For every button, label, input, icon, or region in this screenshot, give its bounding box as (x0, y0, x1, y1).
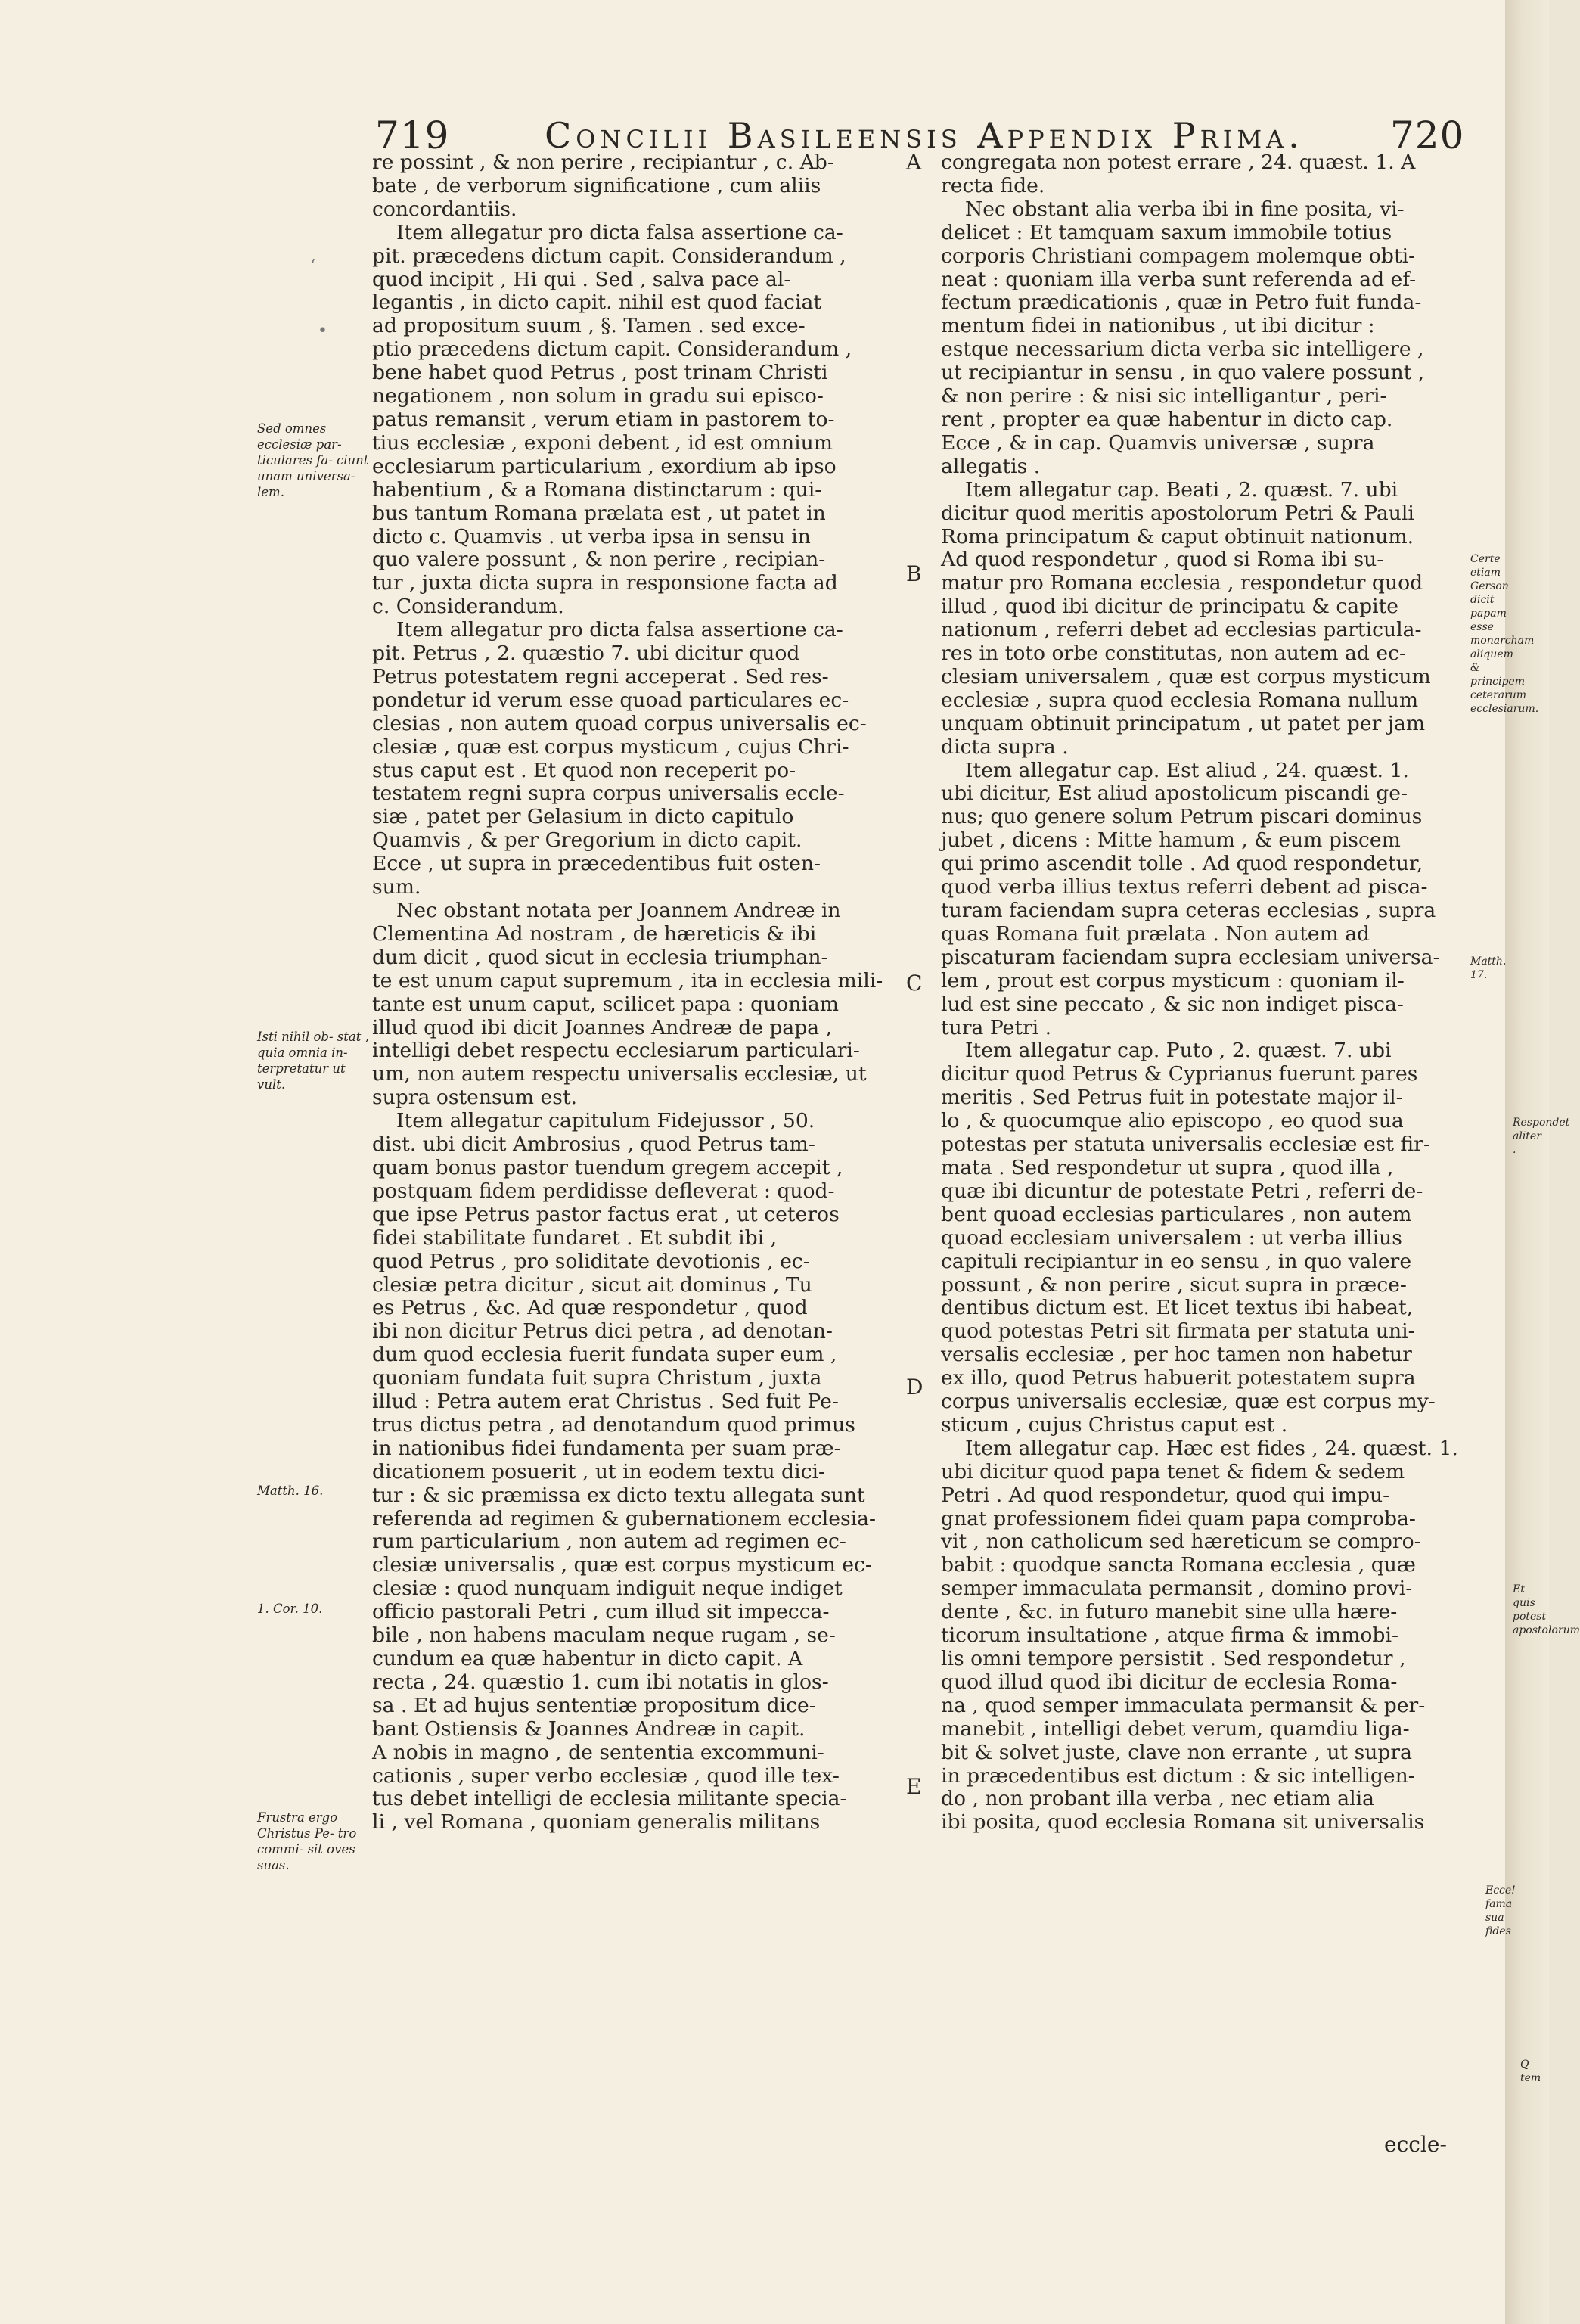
text-line: illud quod ibi dicit Joannes Andreæ de papa , (372, 1015, 833, 1039)
text-line: & non perire : & nisi sic intelligantur , peri- (941, 384, 1387, 409)
text-line: dicto c. Quamvis . ut verba ipsa in sensu in (372, 524, 811, 548)
text-line: fectum prædicationis , quæ in Petro fuit funda- (941, 290, 1422, 315)
text-line: delicet : Et tamquam saxum immobile totius (941, 220, 1392, 244)
text-line: quam bonus pastor tuendum gregem accepit , (372, 1155, 843, 1179)
text-line: piscaturam faciendam supra ecclesiam universa- (941, 945, 1440, 969)
text-line: Item allegatur cap. Hæc est fides , 24. quæst. 1. (965, 1436, 1458, 1460)
text-line: dum quod ecclesia fuerit fundata super eum , (372, 1343, 837, 1367)
text-line: Item allegatur pro dicta falsa assertione ca- (396, 220, 843, 244)
text-line: ubi dicitur, Est aliud apostolicum piscandi ge- (941, 781, 1408, 806)
marginal-mark: • (318, 322, 327, 340)
text-line: quoniam fundata fuit supra Christum , juxta (372, 1366, 822, 1390)
text-line: in nationibus fidei fundamenta per suam præ- (372, 1436, 841, 1460)
text-line: um, non autem respectu universalis ecclesiæ, ut (372, 1062, 867, 1086)
text-line: clesias , non autem quoad corpus universalis ec- (372, 711, 867, 735)
text-line: intelligi debet respectu ecclesiarum particulari- (372, 1039, 860, 1063)
text-line: mentum fidei in nationibus , ut ibi dicitur : (941, 314, 1375, 338)
text-line: pit. præcedens dictum capit. Considerandum , (372, 244, 846, 268)
text-line: ibi non dicitur Petrus dici petra , ad denotan- (372, 1319, 833, 1344)
text-line: rum particularium , non autem ad regimen ec- (372, 1530, 846, 1554)
text-line: A nobis in magno , de sententia excommuni- (372, 1740, 824, 1764)
text-line: babit : quodque sancta Romana ecclesia , quæ (941, 1553, 1416, 1577)
text-line: rent , propter ea quæ habentur in dicto cap. (941, 407, 1393, 431)
text-line: pit. Petrus , 2. quæstio 7. ubi dicitur quod (372, 642, 800, 666)
text-line: quod verba illius textus referri debent ad pisca- (941, 875, 1428, 899)
text-line: li , vel Romana , quoniam generalis militans (372, 1810, 821, 1835)
text-line: quæ ibi dicuntur de potestate Petri , referri de- (941, 1179, 1423, 1203)
text-line: tus debet intelligi de ecclesia militante specia- (372, 1787, 847, 1811)
text-line: lud est sine peccato , & sic non indiget pisca- (941, 992, 1404, 1016)
text-line: ad propositum suum , §. Tamen . sed exce- (372, 314, 806, 338)
text-line: dum dicit , quod sicut in ecclesia triumphan- (372, 945, 828, 969)
page-number-right: 720 (1390, 113, 1465, 157)
text-line: Petri . Ad quod respondetur, quod qui impu- (941, 1483, 1390, 1507)
text-line: lo , & quocumque alio episcopo , eo quod sua (941, 1109, 1404, 1133)
text-line: tur : & sic præmissa ex dicto textu allegata sunt (372, 1483, 865, 1507)
text-line: Item allegatur cap. Puto , 2. quæst. 7. ubi (965, 1039, 1392, 1063)
text-line: Nec obstant notata per Joannem Andreæ in (396, 899, 841, 922)
text-line: patus remansit , verum etiam in pastorem to- (372, 407, 835, 431)
text-line: ecclesiæ , supra quod ecclesia Romana nullum (941, 688, 1419, 712)
text-line: quo valere possunt , & non perire , recipian- (372, 548, 826, 572)
text-line: legantis , in dicto capit. nihil est quod faciat (372, 290, 822, 315)
text-line: dist. ubi dicit Ambrosius , quod Petrus tam- (372, 1132, 815, 1157)
text-line: recta , 24. quæstio 1. cum ibi notatis in glos- (372, 1670, 829, 1694)
text-line: Item allegatur pro dicta falsa assertione ca- (396, 618, 843, 642)
text-line: lem , prout est corpus mysticum : quoniam il- (941, 968, 1405, 993)
text-line: sa . Et ad hujus sententiæ propositum dice- (372, 1693, 816, 1717)
text-line: tura Petri . (941, 1015, 1052, 1039)
text-line: bene habet quod Petrus , post trinam Christi (372, 361, 828, 385)
text-line: quod potestas Petri sit firmata per statuta uni- (941, 1319, 1415, 1344)
text-line: nus; quo genere solum Petrum piscari dominus (941, 805, 1423, 829)
text-line: pondetur id verum esse quoad particulares ec- (372, 688, 849, 712)
text-line: unquam obtinuit principatum , ut patet per jam (941, 711, 1426, 735)
section-letter-b: B (906, 561, 922, 586)
text-line: es Petrus , &c. Ad quæ respondetur , quod (372, 1296, 808, 1320)
text-column-right (941, 151, 1469, 1835)
text-line: ibi posita, quod ecclesia Romana sit universalis (941, 1810, 1425, 1835)
text-line: congregata non potest errare , 24. quæst. 1. A (941, 151, 1416, 174)
text-line: ticorum insultatione , atque firma & immobi- (941, 1623, 1398, 1648)
text-line: trus dictus petra , ad denotandum quod primus (372, 1412, 855, 1437)
text-line: cationis , super verbo ecclesiæ , quod ille tex- (372, 1763, 840, 1788)
text-line: illud , quod ibi dicitur de principatu & capite (941, 595, 1399, 619)
text-line: recta fide. (941, 173, 1045, 197)
text-line: cundum ea quæ habentur in dicto capit. A (372, 1647, 803, 1670)
text-line: na , quod semper immaculata permansit & per- (941, 1693, 1426, 1717)
text-line: corpus universalis ecclesiæ, quæ est corpus my- (941, 1390, 1436, 1414)
text-line: sum. (372, 875, 421, 899)
page-gutter (1505, 0, 1580, 2324)
text-line: habentium , & a Romana distinctarum : qui- (372, 477, 822, 502)
text-line: estque necessarium dicta verba sic intelligere , (941, 337, 1424, 362)
text-line: clesiæ , quæ est corpus mysticum , cujus Chri- (372, 735, 849, 759)
text-line: nationum , referri debet ad ecclesias particula- (941, 618, 1422, 642)
margin-note-right: Respondet aliter . (1513, 1117, 1570, 1156)
text-line: matur pro Romana ecclesia , respondetur quod (941, 571, 1423, 595)
text-line: corporis Christiani compagem molemque obti- (941, 244, 1416, 268)
text-line: dentibus dictum est. Et licet textus ibi habeat, (941, 1296, 1414, 1320)
text-line: te est unum caput supremum , ita in ecclesia mili- (372, 968, 883, 993)
text-line: tius ecclesiæ , exponi debent , id est omnium (372, 430, 833, 455)
text-line: bile , non habens maculam neque rugam , se- (372, 1623, 836, 1648)
text-line: bus tantum Romana prælata est , ut patet in (372, 501, 826, 525)
text-line: jubet , dicens : Mitte hamum , & eum piscem (941, 828, 1401, 853)
text-line: do , non probant illa verba , nec etiam alia (941, 1787, 1374, 1811)
text-line: concordantiis. (372, 197, 517, 221)
text-line: res in toto orbe constitutas, non autem ad ec- (941, 642, 1406, 666)
text-line: dicationem posuerit , ut in eodem textu dici- (372, 1459, 825, 1484)
margin-note-right: Q tem (1520, 2058, 1541, 2084)
text-line: re possint , & non perire , recipiantur , c. Ab- (372, 151, 834, 174)
text-line: versalis ecclesiæ , per hoc tamen non habetur (941, 1343, 1412, 1367)
text-line: Quamvis , & per Gregorium in dicto capit. (372, 828, 802, 853)
text-line: supra ostensum est. (372, 1086, 578, 1110)
section-letter-d: D (906, 1375, 923, 1400)
running-title: Concilii Basileensis Appendix Prima. (545, 115, 1304, 156)
text-line: semper immaculata permansit , domino provi- (941, 1577, 1413, 1601)
section-letter-e: E (906, 1774, 922, 1799)
text-line: quod illud quod ibi dicitur de ecclesia Roma- (941, 1670, 1398, 1694)
page-number-left: 719 (375, 113, 450, 157)
section-letter-a: A (906, 150, 922, 175)
text-line: ubi dicitur quod papa tenet & fidem & sedem (941, 1459, 1405, 1484)
margin-note-left: Isti nihil ob- stat , quia omnia in- terpretatur ut vult. (257, 1030, 369, 1092)
text-line: turam faciendam supra ceteras ecclesias , supra (941, 899, 1436, 922)
text-line: quod Petrus , pro soliditate devotionis , ec- (372, 1249, 810, 1273)
text-line: bant Ostiensis & Joannes Andreæ in capit. (372, 1717, 806, 1741)
text-line: c. Considerandum. (372, 595, 564, 619)
text-line: bit & solvet juste, clave non errante , ut supra (941, 1740, 1412, 1764)
margin-note-left: Sed omnes ecclesiæ par- ticulares fa- ciunt unam universa- lem. (257, 421, 369, 499)
text-line: negationem , non solum in gradu sui episco- (372, 384, 824, 409)
margin-note-right: Matth. 17. (1470, 955, 1507, 981)
text-line: dente , &c. in futuro manebit sine ulla hære- (941, 1600, 1398, 1624)
text-line: potestas per statuta universalis ecclesiæ est fir- (941, 1132, 1430, 1157)
text-line: mata . Sed respondetur ut supra , quod illa , (941, 1155, 1394, 1179)
text-line: quas Romana fuit prælata . Non autem ad (941, 921, 1370, 946)
text-line: Roma principatum & caput obtinuit nationum. (941, 524, 1414, 548)
text-line: illud : Petra autem erat Christus . Sed fuit Pe- (372, 1390, 839, 1414)
text-line: referenda ad regimen & gubernationem ecclesia- (372, 1506, 877, 1530)
text-line: capituli recipiantur in eo sensu , in quo valere (941, 1249, 1412, 1273)
text-line: quod incipit , Hi qui . Sed , salva pace al- (372, 267, 791, 291)
text-line: fidei stabilitate fundaret . Et subdit ibi , (372, 1226, 778, 1250)
text-line: clesiæ petra dicitur , sicut ait dominus , Tu (372, 1272, 812, 1297)
text-line: que ipse Petrus pastor factus erat , ut ceteros (372, 1202, 840, 1226)
text-line: testatem regni supra corpus universalis eccle- (372, 781, 845, 806)
text-line: gnat professionem fidei quam papa comproba- (941, 1506, 1416, 1530)
text-line: Ad quod respondetur , quod si Roma ibi su- (941, 548, 1384, 572)
text-line: Item allegatur capitulum Fidejussor , 50. (396, 1109, 815, 1133)
text-line: clesiæ universalis , quæ est corpus mysticum ec- (372, 1553, 872, 1577)
text-line: neat : quoniam illa verba sunt referenda ad ef- (941, 267, 1417, 291)
margin-note-right: Et quis potest apostolorum (1513, 1583, 1580, 1636)
text-line: Petrus potestatem regni acceperat . Sed res- (372, 664, 829, 688)
text-line: ex illo, quod Petrus habuerit potestatem supra (941, 1366, 1416, 1390)
text-line: ptio præcedens dictum capit. Considerandum , (372, 337, 852, 362)
text-line: quoad ecclesiam universalem : ut verba illius (941, 1226, 1402, 1250)
text-line: manebit , intelligi debet verum, quamdiu liga- (941, 1717, 1410, 1741)
text-line: officio pastorali Petri , cum illud sit impecca- (372, 1600, 830, 1624)
text-line: Item allegatur cap. Est aliud , 24. quæst. 1. (965, 758, 1409, 782)
text-line: sticum , cujus Christus caput est . (941, 1412, 1288, 1437)
text-line: ecclesiarum particularium , exordium ab ipso (372, 454, 837, 478)
margin-note-right: Ecce! fama sua fides (1485, 1884, 1516, 1937)
text-line: clesiæ : quod nunquam indiguit neque indiget (372, 1577, 843, 1601)
text-line: stus caput est . Et quod non receperit po- (372, 758, 796, 782)
margin-note-right: Certe etiam Gerson dicit papam esse monarcham aliquem & principem ceterarum ecclesiarum. (1470, 553, 1539, 715)
margin-note-left: 1. Cor. 10. (257, 1602, 323, 1616)
text-line: vit , non catholicum sed hæreticum se compro- (941, 1530, 1421, 1554)
text-line: in præcedentibus est dictum : & sic intelligen- (941, 1763, 1415, 1788)
text-line: tur , juxta dicta supra in responsione facta ad (372, 571, 838, 595)
text-column-left (372, 151, 894, 1835)
text-line: allegatis . (941, 454, 1041, 478)
text-line: possunt , & non perire , sicut supra in præce- (941, 1272, 1407, 1297)
text-line: postquam fidem perdidisse defleverat : quod- (372, 1179, 835, 1203)
text-line: meritis . Sed Petrus fuit in potestate major il- (941, 1086, 1403, 1110)
section-letter-c: C (906, 971, 923, 996)
text-line: Ecce , ut supra in præcedentibus fuit osten- (372, 852, 821, 876)
marginal-mark: ‘ (310, 257, 315, 276)
text-line: Item allegatur cap. Beati , 2. quæst. 7. ubi (965, 477, 1398, 502)
text-line: Ecce , & in cap. Quamvis universæ , supra (941, 430, 1375, 455)
text-line: dicta supra . (941, 735, 1069, 759)
text-line: qui primo ascendit tolle . Ad quod respondetur, (941, 852, 1423, 876)
text-line: ut recipiantur in sensu , in quo valere possunt , (941, 361, 1425, 385)
margin-note-left: Frustra ergo Christus Pe- tro commi- sit oves suas. (257, 1810, 357, 1872)
text-line: dicitur quod Petrus & Cyprianus fuerunt pares (941, 1062, 1418, 1086)
text-line: lis omni tempore persistit . Sed respondetur , (941, 1647, 1406, 1670)
catchword: eccle- (1384, 2132, 1447, 2157)
text-line: bate , de verborum significatione , cum aliis (372, 173, 821, 197)
text-line: clesiam universalem , quæ est corpus mysticum (941, 664, 1431, 688)
margin-note-left: Matth. 16. (257, 1484, 324, 1498)
text-line: Nec obstant alia verba ibi in fine posita, vi- (965, 197, 1405, 221)
text-line: Clementina Ad nostram , de hæreticis & ibi (372, 921, 817, 946)
text-line: dicitur quod meritis apostolorum Petri & Pauli (941, 501, 1414, 525)
text-line: bent quoad ecclesias particulares , non autem (941, 1202, 1412, 1226)
text-line: siæ , patet per Gelasium in dicto capitulo (372, 805, 794, 829)
text-line: tante est unum caput, scilicet papa : quoniam (372, 992, 839, 1016)
